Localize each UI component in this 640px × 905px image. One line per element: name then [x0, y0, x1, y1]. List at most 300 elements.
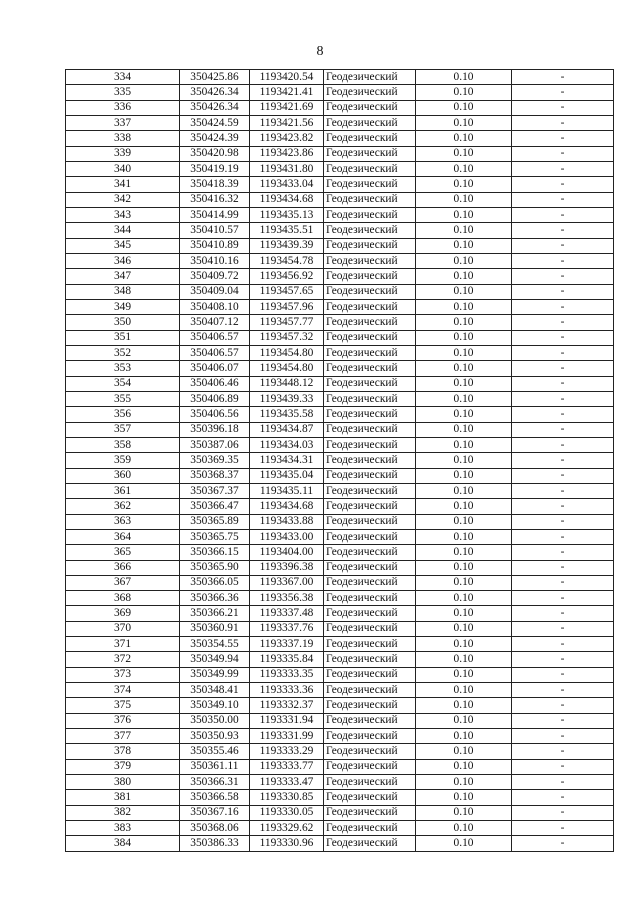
description-cell: -	[512, 775, 614, 790]
x-coordinate-cell: 350348.41	[180, 683, 250, 698]
x-coordinate-cell: 350349.94	[180, 652, 250, 667]
y-coordinate-cell: 1193435.04	[250, 468, 324, 483]
description-cell: -	[512, 575, 614, 590]
y-coordinate-cell: 1193433.88	[250, 514, 324, 529]
point-number-cell: 380	[66, 775, 180, 790]
y-coordinate-cell: 1193435.51	[250, 223, 324, 238]
x-coordinate-cell: 350409.04	[180, 284, 250, 299]
point-number-cell: 383	[66, 821, 180, 836]
method-cell: Геодезический	[324, 529, 416, 544]
table-body	[66, 70, 614, 852]
y-coordinate-cell: 1193435.13	[250, 207, 324, 222]
description-cell: -	[512, 238, 614, 253]
table-row	[66, 483, 614, 498]
table-row	[66, 637, 614, 652]
point-number-cell: 367	[66, 575, 180, 590]
table-row	[66, 775, 614, 790]
x-coordinate-cell: 350407.12	[180, 315, 250, 330]
x-coordinate-cell: 350366.36	[180, 591, 250, 606]
table-row	[66, 131, 614, 146]
point-number-cell: 352	[66, 345, 180, 360]
accuracy-cell: 0.10	[416, 560, 512, 575]
method-cell: Геодезический	[324, 269, 416, 284]
y-coordinate-cell: 1193331.94	[250, 713, 324, 728]
table-row	[66, 744, 614, 759]
x-coordinate-cell: 350396.18	[180, 422, 250, 437]
x-coordinate-cell: 350367.16	[180, 805, 250, 820]
y-coordinate-cell: 1193421.41	[250, 85, 324, 100]
accuracy-cell: 0.10	[416, 698, 512, 713]
y-coordinate-cell: 1193434.68	[250, 499, 324, 514]
accuracy-cell: 0.10	[416, 468, 512, 483]
accuracy-cell: 0.10	[416, 146, 512, 161]
accuracy-cell: 0.10	[416, 483, 512, 498]
point-number-cell: 384	[66, 836, 180, 851]
table-row	[66, 345, 614, 360]
method-cell: Геодезический	[324, 575, 416, 590]
description-cell: -	[512, 100, 614, 115]
method-cell: Геодезический	[324, 698, 416, 713]
description-cell: -	[512, 529, 614, 544]
description-cell: -	[512, 790, 614, 805]
point-number-cell: 381	[66, 790, 180, 805]
accuracy-cell: 0.10	[416, 637, 512, 652]
description-cell: -	[512, 698, 614, 713]
x-coordinate-cell: 350424.59	[180, 115, 250, 130]
description-cell: -	[512, 606, 614, 621]
accuracy-cell: 0.10	[416, 422, 512, 437]
point-number-cell: 350	[66, 315, 180, 330]
description-cell: -	[512, 131, 614, 146]
description-cell: -	[512, 146, 614, 161]
x-coordinate-cell: 350366.05	[180, 575, 250, 590]
table-row	[66, 146, 614, 161]
accuracy-cell: 0.10	[416, 361, 512, 376]
table-row	[66, 529, 614, 544]
y-coordinate-cell: 1193421.56	[250, 115, 324, 130]
table-row	[66, 790, 614, 805]
description-cell: -	[512, 85, 614, 100]
y-coordinate-cell: 1193454.80	[250, 345, 324, 360]
x-coordinate-cell: 350367.37	[180, 483, 250, 498]
x-coordinate-cell: 350355.46	[180, 744, 250, 759]
accuracy-cell: 0.10	[416, 315, 512, 330]
table-row	[66, 315, 614, 330]
description-cell: -	[512, 836, 614, 851]
x-coordinate-cell: 350406.56	[180, 407, 250, 422]
description-cell: -	[512, 361, 614, 376]
table-row	[66, 468, 614, 483]
x-coordinate-cell: 350350.00	[180, 713, 250, 728]
description-cell: -	[512, 115, 614, 130]
description-cell: -	[512, 821, 614, 836]
point-number-cell: 359	[66, 453, 180, 468]
description-cell: -	[512, 545, 614, 560]
x-coordinate-cell: 350406.07	[180, 361, 250, 376]
accuracy-cell: 0.10	[416, 391, 512, 406]
table-row	[66, 514, 614, 529]
x-coordinate-cell: 350416.32	[180, 192, 250, 207]
description-cell: -	[512, 560, 614, 575]
accuracy-cell: 0.10	[416, 529, 512, 544]
accuracy-cell: 0.10	[416, 284, 512, 299]
method-cell: Геодезический	[324, 345, 416, 360]
accuracy-cell: 0.10	[416, 683, 512, 698]
method-cell: Геодезический	[324, 729, 416, 744]
y-coordinate-cell: 1193367.00	[250, 575, 324, 590]
y-coordinate-cell: 1193434.87	[250, 422, 324, 437]
x-coordinate-cell: 350410.16	[180, 253, 250, 268]
table-row	[66, 177, 614, 192]
method-cell: Геодезический	[324, 560, 416, 575]
accuracy-cell: 0.10	[416, 100, 512, 115]
method-cell: Геодезический	[324, 161, 416, 176]
accuracy-cell: 0.10	[416, 729, 512, 744]
method-cell: Геодезический	[324, 391, 416, 406]
table-row	[66, 391, 614, 406]
accuracy-cell: 0.10	[416, 759, 512, 774]
method-cell: Геодезический	[324, 836, 416, 851]
accuracy-cell: 0.10	[416, 192, 512, 207]
table-row	[66, 192, 614, 207]
point-number-cell: 339	[66, 146, 180, 161]
point-number-cell: 361	[66, 483, 180, 498]
y-coordinate-cell: 1193333.35	[250, 667, 324, 682]
y-coordinate-cell: 1193396.38	[250, 560, 324, 575]
table-row	[66, 422, 614, 437]
description-cell: -	[512, 759, 614, 774]
accuracy-cell: 0.10	[416, 621, 512, 636]
x-coordinate-cell: 350425.86	[180, 70, 250, 85]
table-row	[66, 70, 614, 85]
y-coordinate-cell: 1193454.78	[250, 253, 324, 268]
description-cell: -	[512, 407, 614, 422]
description-cell: -	[512, 667, 614, 682]
description-cell: -	[512, 483, 614, 498]
accuracy-cell: 0.10	[416, 836, 512, 851]
point-number-cell: 338	[66, 131, 180, 146]
method-cell: Геодезический	[324, 315, 416, 330]
y-coordinate-cell: 1193433.00	[250, 529, 324, 544]
y-coordinate-cell: 1193457.96	[250, 299, 324, 314]
method-cell: Геодезический	[324, 238, 416, 253]
description-cell: -	[512, 177, 614, 192]
x-coordinate-cell: 350426.34	[180, 100, 250, 115]
method-cell: Геодезический	[324, 100, 416, 115]
accuracy-cell: 0.10	[416, 207, 512, 222]
method-cell: Геодезический	[324, 422, 416, 437]
point-number-cell: 345	[66, 238, 180, 253]
point-number-cell: 334	[66, 70, 180, 85]
x-coordinate-cell: 350366.47	[180, 499, 250, 514]
description-cell: -	[512, 805, 614, 820]
point-number-cell: 370	[66, 621, 180, 636]
table-row	[66, 207, 614, 222]
point-number-cell: 335	[66, 85, 180, 100]
x-coordinate-cell: 350361.11	[180, 759, 250, 774]
description-cell: -	[512, 621, 614, 636]
point-number-cell: 372	[66, 652, 180, 667]
point-number-cell: 369	[66, 606, 180, 621]
point-number-cell: 364	[66, 529, 180, 544]
accuracy-cell: 0.10	[416, 85, 512, 100]
x-coordinate-cell: 350408.10	[180, 299, 250, 314]
x-coordinate-cell: 350366.31	[180, 775, 250, 790]
x-coordinate-cell: 350410.57	[180, 223, 250, 238]
table-row	[66, 437, 614, 452]
x-coordinate-cell: 350349.10	[180, 698, 250, 713]
accuracy-cell: 0.10	[416, 330, 512, 345]
accuracy-cell: 0.10	[416, 805, 512, 820]
point-number-cell: 368	[66, 591, 180, 606]
accuracy-cell: 0.10	[416, 253, 512, 268]
y-coordinate-cell: 1193337.19	[250, 637, 324, 652]
point-number-cell: 363	[66, 514, 180, 529]
table-row	[66, 238, 614, 253]
x-coordinate-cell: 350360.91	[180, 621, 250, 636]
description-cell: -	[512, 70, 614, 85]
description-cell: -	[512, 330, 614, 345]
y-coordinate-cell: 1193333.29	[250, 744, 324, 759]
method-cell: Геодезический	[324, 499, 416, 514]
description-cell: -	[512, 315, 614, 330]
table-row	[66, 652, 614, 667]
table-row	[66, 499, 614, 514]
point-number-cell: 351	[66, 330, 180, 345]
point-number-cell: 375	[66, 698, 180, 713]
point-number-cell: 347	[66, 269, 180, 284]
accuracy-cell: 0.10	[416, 499, 512, 514]
method-cell: Геодезический	[324, 131, 416, 146]
y-coordinate-cell: 1193457.32	[250, 330, 324, 345]
x-coordinate-cell: 350406.57	[180, 330, 250, 345]
method-cell: Геодезический	[324, 545, 416, 560]
point-number-cell: 355	[66, 391, 180, 406]
table-row	[66, 330, 614, 345]
point-number-cell: 376	[66, 713, 180, 728]
accuracy-cell: 0.10	[416, 161, 512, 176]
accuracy-cell: 0.10	[416, 575, 512, 590]
table-row	[66, 698, 614, 713]
accuracy-cell: 0.10	[416, 821, 512, 836]
y-coordinate-cell: 1193331.99	[250, 729, 324, 744]
table-row	[66, 667, 614, 682]
method-cell: Геодезический	[324, 591, 416, 606]
accuracy-cell: 0.10	[416, 345, 512, 360]
accuracy-cell: 0.10	[416, 223, 512, 238]
point-number-cell: 343	[66, 207, 180, 222]
coordinates-table	[65, 69, 614, 852]
x-coordinate-cell: 350418.39	[180, 177, 250, 192]
table-row	[66, 759, 614, 774]
point-number-cell: 342	[66, 192, 180, 207]
table-row	[66, 269, 614, 284]
accuracy-cell: 0.10	[416, 775, 512, 790]
method-cell: Геодезический	[324, 652, 416, 667]
method-cell: Геодезический	[324, 821, 416, 836]
y-coordinate-cell: 1193333.77	[250, 759, 324, 774]
description-cell: -	[512, 161, 614, 176]
accuracy-cell: 0.10	[416, 437, 512, 452]
table-row	[66, 560, 614, 575]
point-number-cell: 341	[66, 177, 180, 192]
description-cell: -	[512, 207, 614, 222]
y-coordinate-cell: 1193335.84	[250, 652, 324, 667]
y-coordinate-cell: 1193457.65	[250, 284, 324, 299]
point-number-cell: 354	[66, 376, 180, 391]
description-cell: -	[512, 345, 614, 360]
x-coordinate-cell: 350354.55	[180, 637, 250, 652]
accuracy-cell: 0.10	[416, 606, 512, 621]
table-row	[66, 683, 614, 698]
x-coordinate-cell: 350426.34	[180, 85, 250, 100]
y-coordinate-cell: 1193330.85	[250, 790, 324, 805]
page-number: 8	[316, 44, 324, 59]
method-cell: Геодезический	[324, 621, 416, 636]
y-coordinate-cell: 1193337.76	[250, 621, 324, 636]
y-coordinate-cell: 1193435.58	[250, 407, 324, 422]
accuracy-cell: 0.10	[416, 744, 512, 759]
y-coordinate-cell: 1193435.11	[250, 483, 324, 498]
method-cell: Геодезический	[324, 330, 416, 345]
table-row	[66, 836, 614, 851]
point-number-cell: 371	[66, 637, 180, 652]
method-cell: Геодезический	[324, 177, 416, 192]
y-coordinate-cell: 1193433.04	[250, 177, 324, 192]
y-coordinate-cell: 1193448.12	[250, 376, 324, 391]
y-coordinate-cell: 1193420.54	[250, 70, 324, 85]
method-cell: Геодезический	[324, 514, 416, 529]
description-cell: -	[512, 376, 614, 391]
point-number-cell: 362	[66, 499, 180, 514]
table-row	[66, 299, 614, 314]
method-cell: Геодезический	[324, 115, 416, 130]
method-cell: Геодезический	[324, 361, 416, 376]
method-cell: Геодезический	[324, 85, 416, 100]
method-cell: Геодезический	[324, 775, 416, 790]
y-coordinate-cell: 1193330.05	[250, 805, 324, 820]
accuracy-cell: 0.10	[416, 299, 512, 314]
method-cell: Геодезический	[324, 759, 416, 774]
y-coordinate-cell: 1193454.80	[250, 361, 324, 376]
method-cell: Геодезический	[324, 223, 416, 238]
accuracy-cell: 0.10	[416, 177, 512, 192]
description-cell: -	[512, 391, 614, 406]
method-cell: Геодезический	[324, 299, 416, 314]
description-cell: -	[512, 422, 614, 437]
description-cell: -	[512, 468, 614, 483]
x-coordinate-cell: 350366.58	[180, 790, 250, 805]
point-number-cell: 344	[66, 223, 180, 238]
table-row	[66, 115, 614, 130]
description-cell: -	[512, 729, 614, 744]
y-coordinate-cell: 1193439.39	[250, 238, 324, 253]
x-coordinate-cell: 350365.75	[180, 529, 250, 544]
accuracy-cell: 0.10	[416, 591, 512, 606]
description-cell: -	[512, 499, 614, 514]
method-cell: Геодезический	[324, 207, 416, 222]
accuracy-cell: 0.10	[416, 238, 512, 253]
table-row	[66, 100, 614, 115]
point-number-cell: 373	[66, 667, 180, 682]
method-cell: Геодезический	[324, 713, 416, 728]
y-coordinate-cell: 1193431.80	[250, 161, 324, 176]
point-number-cell: 379	[66, 759, 180, 774]
point-number-cell: 366	[66, 560, 180, 575]
method-cell: Геодезический	[324, 790, 416, 805]
description-cell: -	[512, 223, 614, 238]
accuracy-cell: 0.10	[416, 407, 512, 422]
y-coordinate-cell: 1193423.82	[250, 131, 324, 146]
y-coordinate-cell: 1193329.62	[250, 821, 324, 836]
point-number-cell: 374	[66, 683, 180, 698]
description-cell: -	[512, 637, 614, 652]
description-cell: -	[512, 514, 614, 529]
accuracy-cell: 0.10	[416, 115, 512, 130]
table-row	[66, 805, 614, 820]
method-cell: Геодезический	[324, 453, 416, 468]
x-coordinate-cell: 350349.99	[180, 667, 250, 682]
point-number-cell: 349	[66, 299, 180, 314]
point-number-cell: 365	[66, 545, 180, 560]
method-cell: Геодезический	[324, 483, 416, 498]
x-coordinate-cell: 350366.21	[180, 606, 250, 621]
y-coordinate-cell: 1193456.92	[250, 269, 324, 284]
method-cell: Геодезический	[324, 376, 416, 391]
method-cell: Геодезический	[324, 146, 416, 161]
y-coordinate-cell: 1193434.31	[250, 453, 324, 468]
accuracy-cell: 0.10	[416, 514, 512, 529]
x-coordinate-cell: 350365.89	[180, 514, 250, 529]
x-coordinate-cell: 350406.46	[180, 376, 250, 391]
x-coordinate-cell: 350366.15	[180, 545, 250, 560]
y-coordinate-cell: 1193337.48	[250, 606, 324, 621]
point-number-cell: 382	[66, 805, 180, 820]
x-coordinate-cell: 350350.93	[180, 729, 250, 744]
point-number-cell: 340	[66, 161, 180, 176]
x-coordinate-cell: 350409.72	[180, 269, 250, 284]
description-cell: -	[512, 591, 614, 606]
accuracy-cell: 0.10	[416, 131, 512, 146]
method-cell: Геодезический	[324, 667, 416, 682]
y-coordinate-cell: 1193356.38	[250, 591, 324, 606]
point-number-cell: 356	[66, 407, 180, 422]
table-row	[66, 223, 614, 238]
table-row	[66, 713, 614, 728]
table-row	[66, 591, 614, 606]
x-coordinate-cell: 350410.89	[180, 238, 250, 253]
description-cell: -	[512, 713, 614, 728]
accuracy-cell: 0.10	[416, 269, 512, 284]
x-coordinate-cell: 350414.99	[180, 207, 250, 222]
table-row	[66, 376, 614, 391]
point-number-cell: 336	[66, 100, 180, 115]
table-row	[66, 729, 614, 744]
description-cell: -	[512, 253, 614, 268]
y-coordinate-cell: 1193423.86	[250, 146, 324, 161]
method-cell: Геодезический	[324, 437, 416, 452]
method-cell: Геодезический	[324, 683, 416, 698]
description-cell: -	[512, 437, 614, 452]
point-number-cell: 346	[66, 253, 180, 268]
point-number-cell: 353	[66, 361, 180, 376]
method-cell: Геодезический	[324, 805, 416, 820]
y-coordinate-cell: 1193330.96	[250, 836, 324, 851]
accuracy-cell: 0.10	[416, 652, 512, 667]
description-cell: -	[512, 299, 614, 314]
method-cell: Геодезический	[324, 637, 416, 652]
x-coordinate-cell: 350386.33	[180, 836, 250, 851]
